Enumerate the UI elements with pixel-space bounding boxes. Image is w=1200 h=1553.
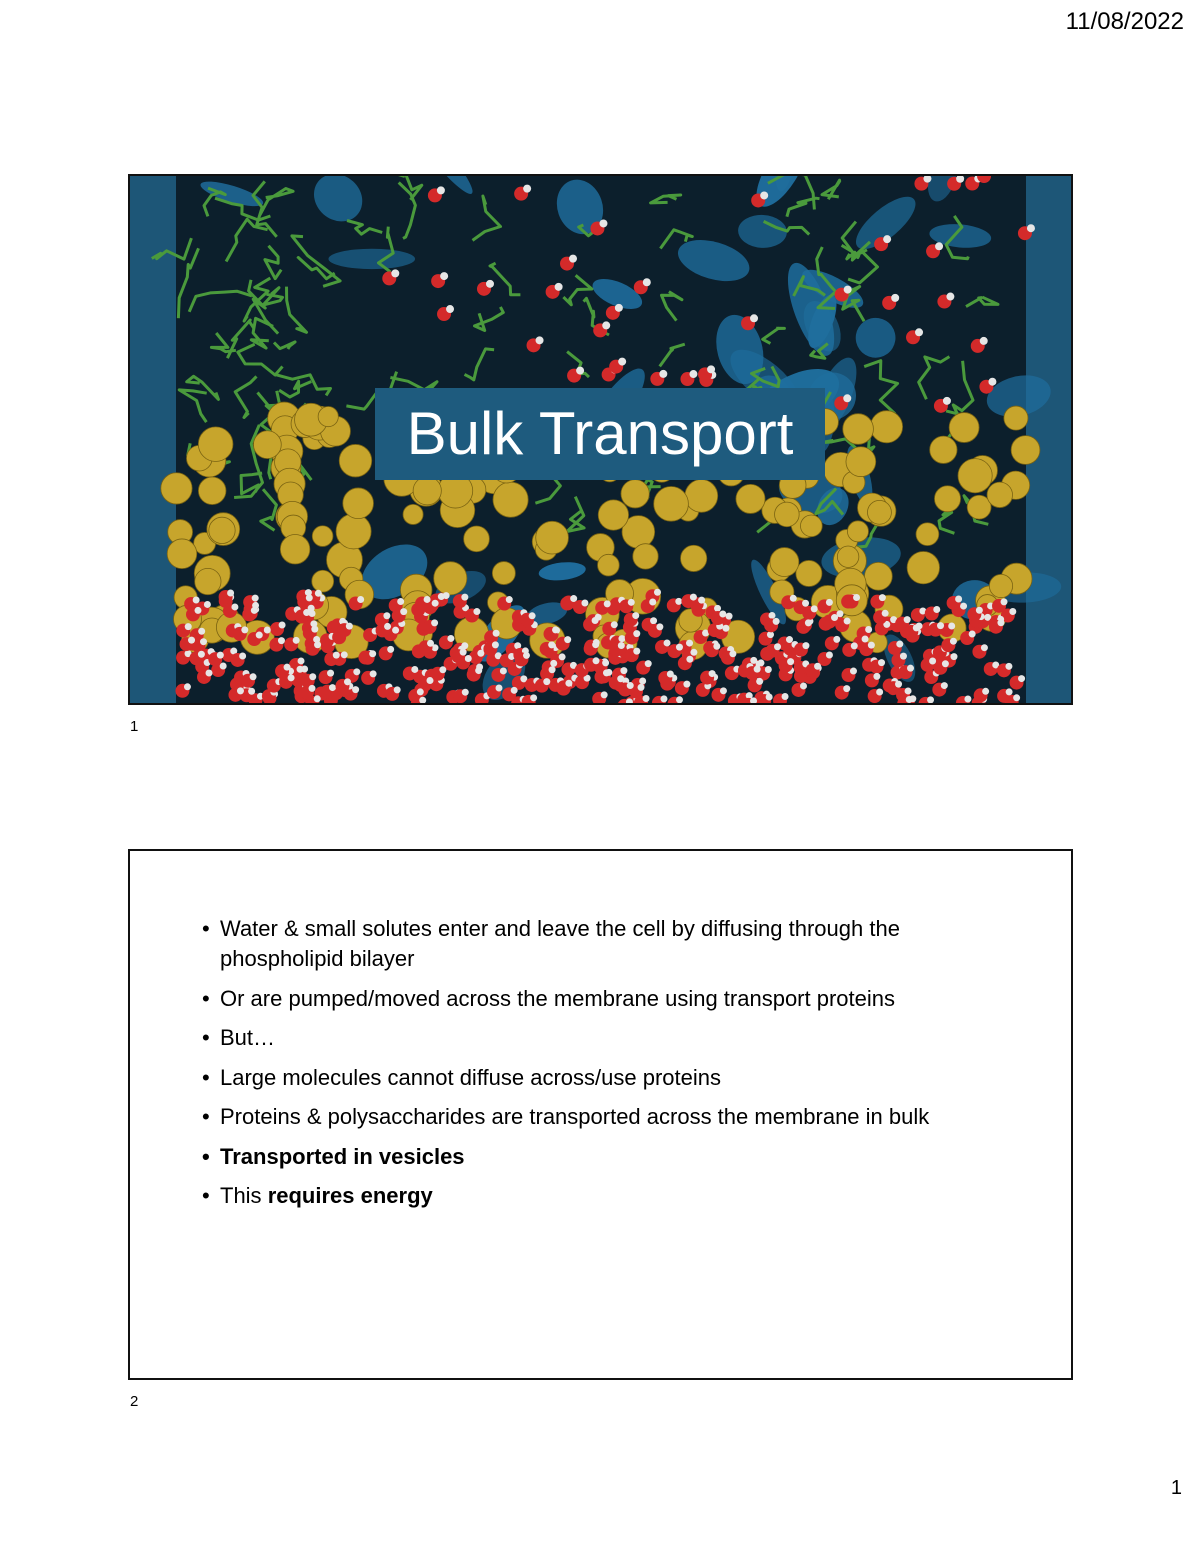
bullet-bold-text: requires energy bbox=[267, 1183, 433, 1208]
bullet-item: • Large molecules cannot diffuse across/use proteins bbox=[202, 1063, 1002, 1093]
bullet-prefix: This bbox=[220, 1183, 268, 1208]
bullet-item: • Transported in vesicles bbox=[202, 1142, 1002, 1172]
slide-1 bbox=[128, 174, 1073, 705]
page-number: 1 bbox=[1170, 1477, 1182, 1499]
slide-2 bbox=[128, 849, 1073, 1380]
bullet-item: • But… bbox=[202, 1023, 1002, 1053]
bullet-item: • Proteins & polysaccharides are transported across the membrane in bulk bbox=[202, 1102, 1002, 1132]
slide-1-title: Bulk Transport bbox=[406, 400, 794, 467]
bullet-item: • Or are pumped/moved across the membrane using transport proteins bbox=[202, 984, 1002, 1014]
bullet-item-energy bbox=[202, 1181, 1002, 1211]
print-date: 11/08/2022 bbox=[1065, 8, 1184, 35]
title-box bbox=[375, 388, 825, 480]
slide-1-number: 1 bbox=[130, 718, 139, 735]
bullet-list bbox=[202, 914, 1002, 1221]
bullet-item: • Water & small solutes enter and leave the cell by diffusing through the phospholipid bilayer bbox=[202, 914, 1002, 974]
slide-2-number: 2 bbox=[130, 1393, 139, 1410]
